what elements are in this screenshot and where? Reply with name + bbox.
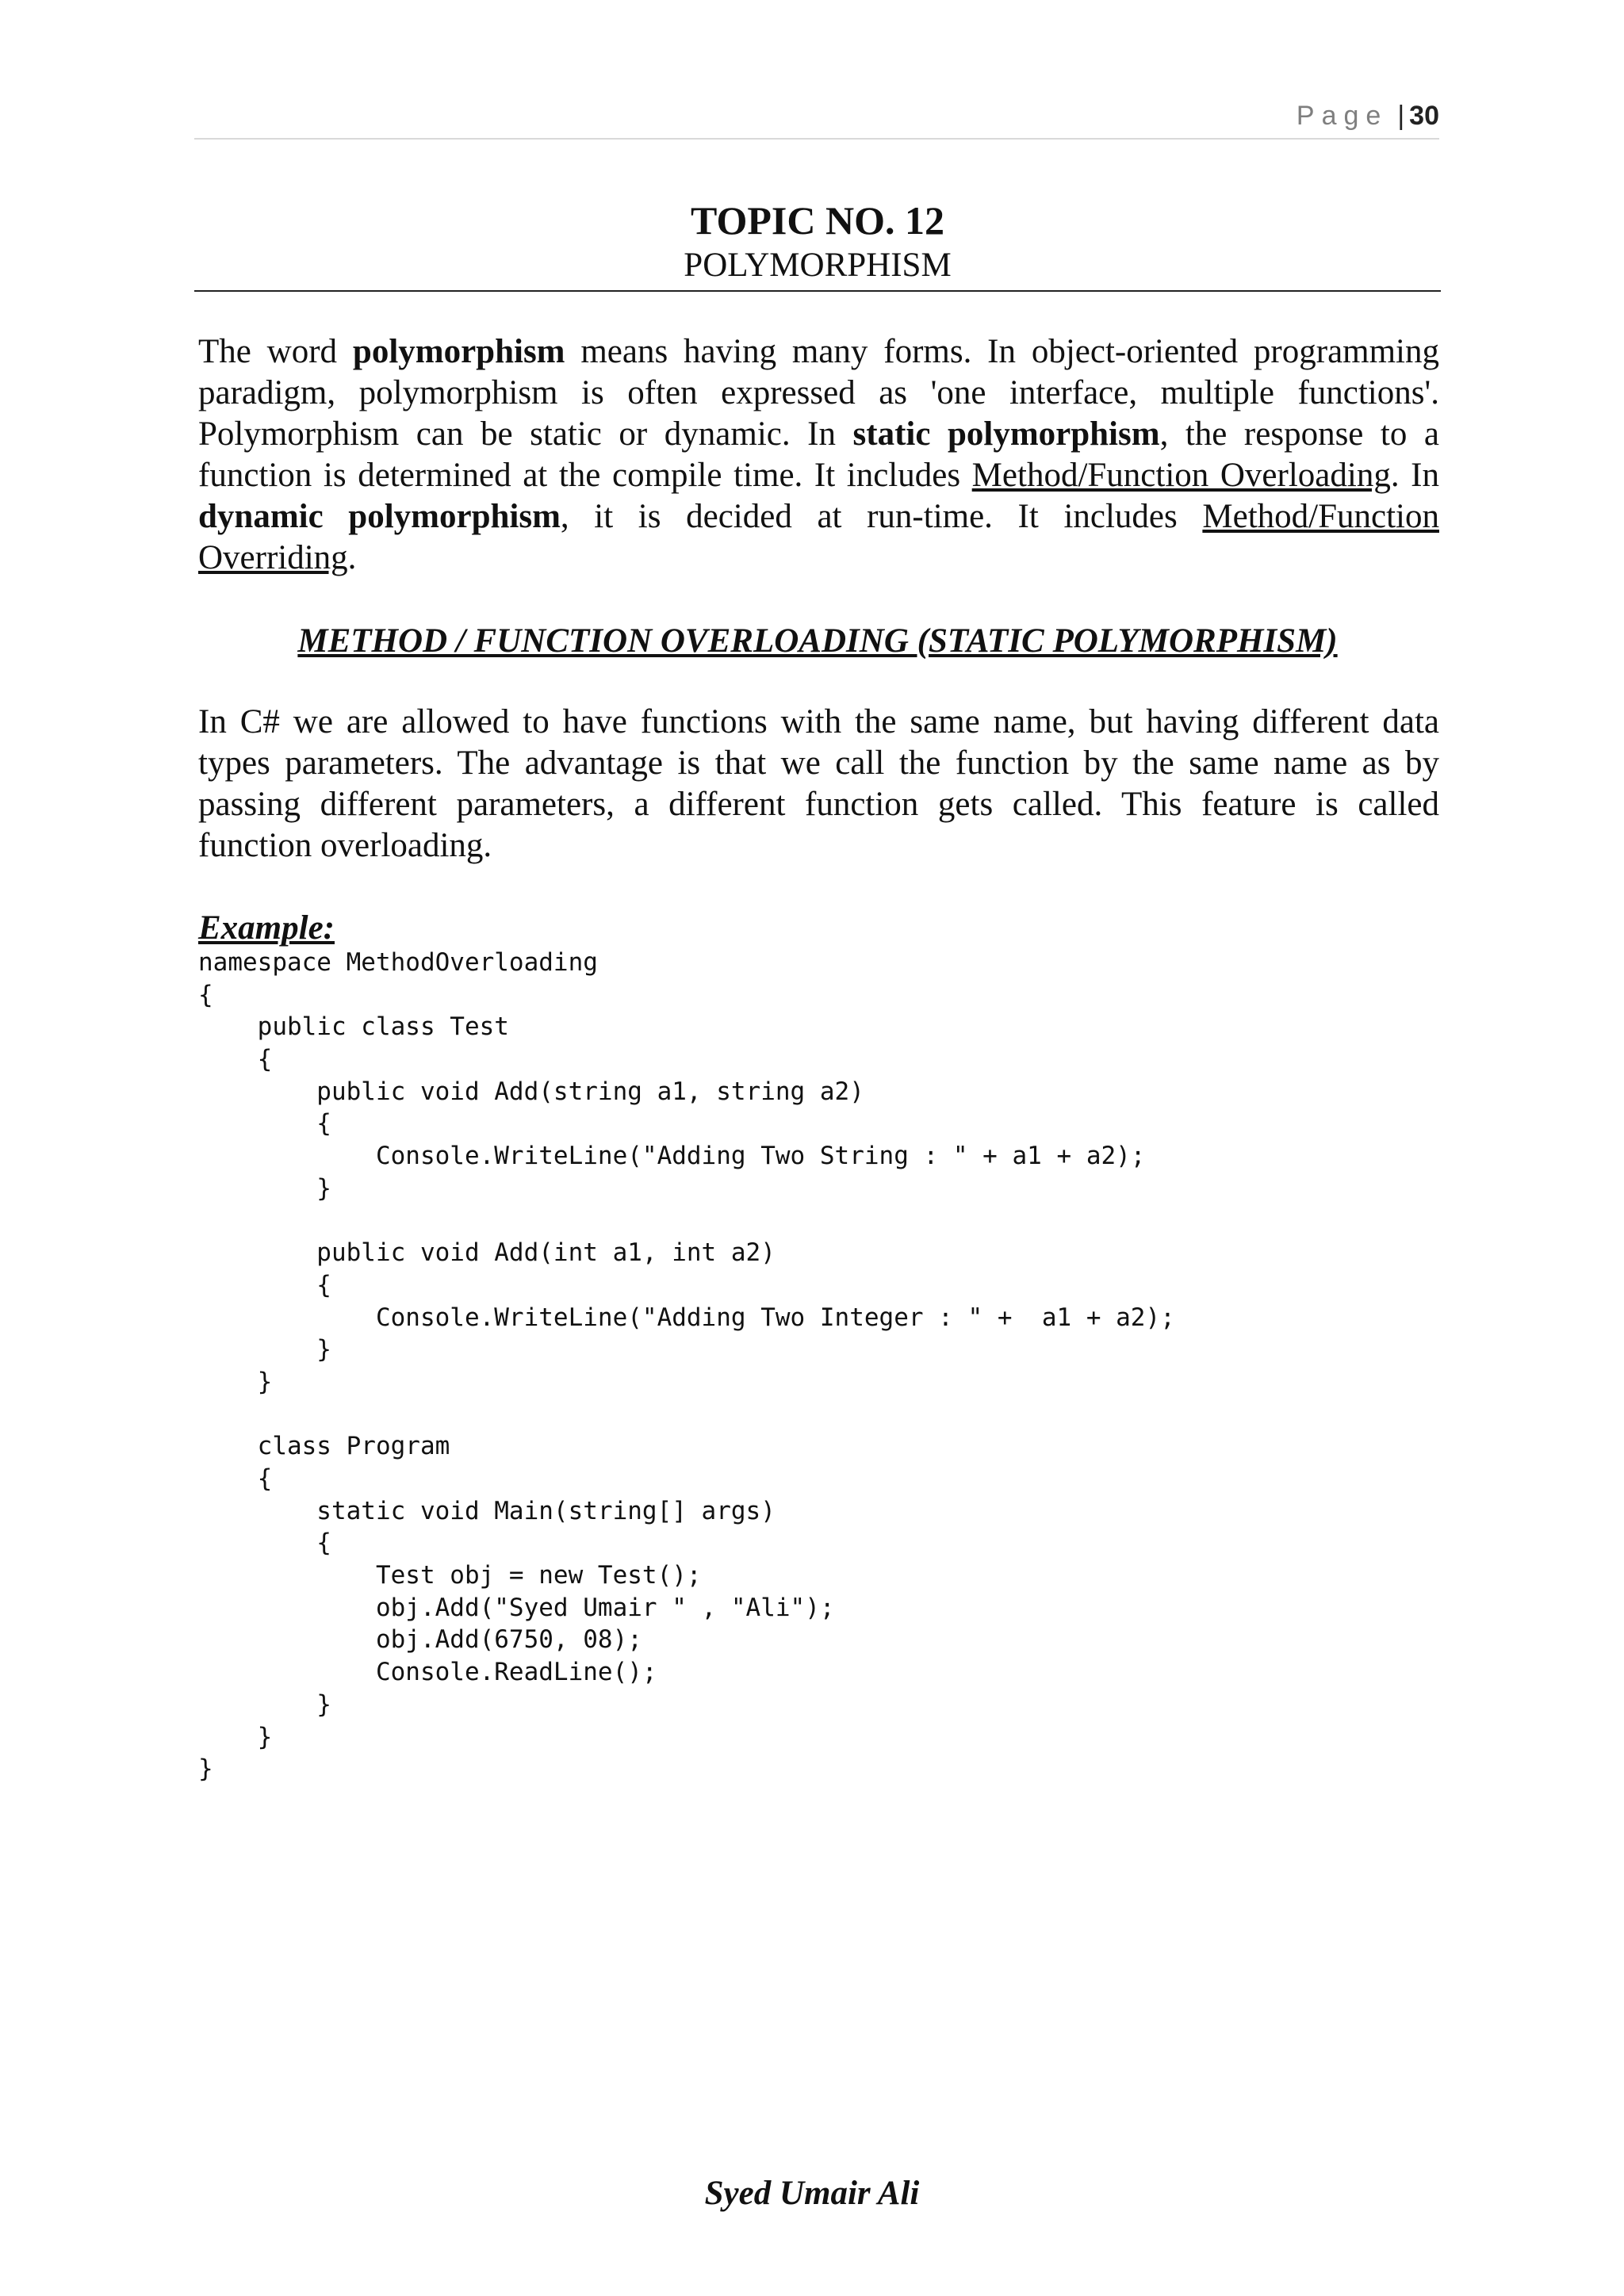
intro-bold-dynamic: dynamic polymorphism [198, 498, 561, 535]
intro-paragraph [198, 331, 1439, 579]
code-line: Console.WriteLine("Adding Two String : " + a1 + a2); [198, 1142, 1146, 1171]
section-heading: METHOD / FUNCTION OVERLOADING (STATIC POLYMORPHISM) [297, 622, 1338, 660]
code-line: } [198, 1173, 331, 1203]
code-line: obj.Add(6750, 08); [198, 1625, 642, 1655]
intro-text-4: . In [1390, 457, 1440, 494]
code-line: { [198, 1270, 331, 1299]
intro-text-6: . [347, 539, 357, 576]
code-line: { [198, 1045, 273, 1074]
code-line: { [198, 1109, 331, 1138]
code-line: Console.WriteLine("Adding Two Integer : " + a1 + a2); [198, 1303, 1175, 1332]
code-line: { [198, 1529, 331, 1558]
code-line: Console.ReadLine(); [198, 1658, 657, 1687]
code-line: namespace MethodOverloading [198, 948, 598, 977]
intro-text-5: , it is decided at run-time. It includes [560, 498, 1203, 535]
code-line: public void Add(int a1, int a2) [198, 1238, 776, 1268]
page-header [194, 94, 1439, 140]
topic-title: TOPIC NO. 12 [691, 198, 944, 243]
code-line: } [198, 1755, 213, 1784]
overloading-paragraph: In C# we are allowed to have functions with the same name, but having different data types parameters. The advantage is that we call the function by the same name as by passing different parameters, a different function gets called. This feature is called function overloading. [198, 703, 1439, 864]
code-line [198, 1205, 1175, 1238]
topic-heading-block [194, 197, 1441, 292]
code-line [198, 1399, 1175, 1431]
intro-text-3: , the response to a function is determined at the compile time. It includes [198, 415, 1440, 494]
code-line: public void Add(string a1, string a2) [198, 1077, 864, 1106]
code-line: obj.Add("Syed Umair " , "Ali"); [198, 1593, 835, 1622]
code-line: Test obj = new Test(); [198, 1561, 702, 1590]
intro-text-1: The word [198, 333, 353, 370]
footer-author: Syed Umair Ali [704, 2175, 920, 2212]
page-number: 30 [1409, 100, 1439, 131]
intro-bold-static: static polymorphism [852, 415, 1160, 453]
code-line: { [198, 980, 213, 1009]
topic-subtitle: POLYMORPHISM [684, 247, 952, 284]
code-line: } [198, 1335, 331, 1364]
code-line: } [198, 1722, 273, 1751]
example-label: Example: [198, 909, 335, 947]
page-label: Page [1296, 100, 1388, 131]
code-line: { [198, 1464, 273, 1493]
code-line: static void Main(string[] args) [198, 1496, 776, 1525]
page-separator: | [1397, 100, 1405, 131]
intro-underline-overloading: Method/Function Overloading [971, 457, 1391, 494]
code-line: class Program [198, 1432, 450, 1461]
intro-underline-overriding: Method/Function Overriding [198, 498, 1439, 576]
code-line: public class Test [198, 1012, 509, 1042]
code-block [198, 947, 1175, 1785]
intro-text-2: means having many forms. In object-oriented programming paradigm, polymorphism is often expressed as 'one interface, multiple functions'. Polymorphism can be static or dynamic. In [198, 333, 1439, 453]
intro-bold-polymorphism: polymorphism [352, 333, 565, 370]
code-line: } [198, 1689, 331, 1719]
code-line: } [198, 1367, 273, 1396]
